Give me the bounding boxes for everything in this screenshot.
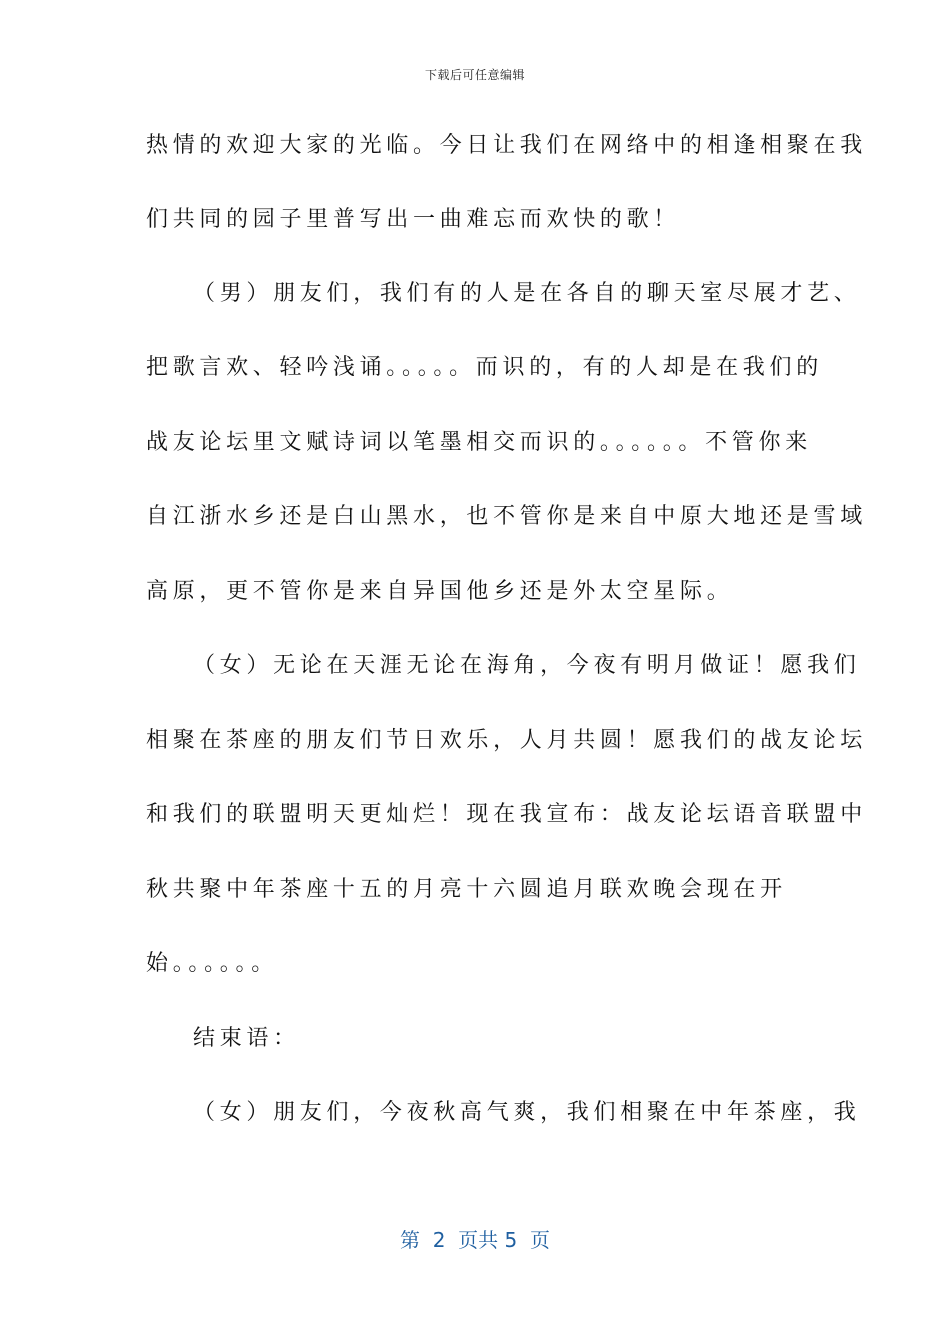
body-line: 高原，更不管你是来自异国他乡还是外太空星际。 (146, 579, 734, 604)
paragraph-line-male: （男）朋友们，我们有的人是在各自的聊天室尽展才艺、 (193, 281, 861, 306)
body-line: 和我们的联盟明天更灿烂！现在我宣布：战友论坛语音联盟中 (146, 802, 867, 827)
body-line: 秋共聚中年茶座十五的月亮十六圆追月联欢晚会现在开 (146, 877, 787, 902)
page-header-note: 下载后可任意编辑 (424, 68, 525, 82)
body-line: 自江浙水乡还是白山黑水，也不管你是来自中原大地还是雪域 (146, 504, 867, 529)
body-line: 们共同的园子里普写出一曲难忘而欢快的歌！ (146, 207, 681, 232)
body-line: 始。。。。。。 (146, 951, 278, 976)
body-line: 热情的欢迎大家的光临。今日让我们在网络中的相逢相聚在我 (146, 133, 867, 158)
body-line: 把歌言欢、轻吟浅诵。。。。。而识的，有的人却是在我们的 (146, 355, 823, 380)
paragraph-line-female: （女）朋友们，今夜秋高气爽，我们相聚在中年茶座，我 (193, 1100, 861, 1125)
body-line: 战友论坛里文赋诗词以笔墨相交而识的。。。。。。不管你来 (146, 430, 812, 455)
body-line: 相聚在茶座的朋友们节日欢乐，人月共圆！愿我们的战友论坛 (146, 728, 867, 753)
paragraph-line-female: （女）无论在天涯无论在海角，今夜有明月做证！愿我们 (193, 653, 861, 678)
section-heading-closing: 结束语： (193, 1026, 300, 1051)
page-number-footer: 第 2 页共 5 页 (400, 1228, 550, 1252)
